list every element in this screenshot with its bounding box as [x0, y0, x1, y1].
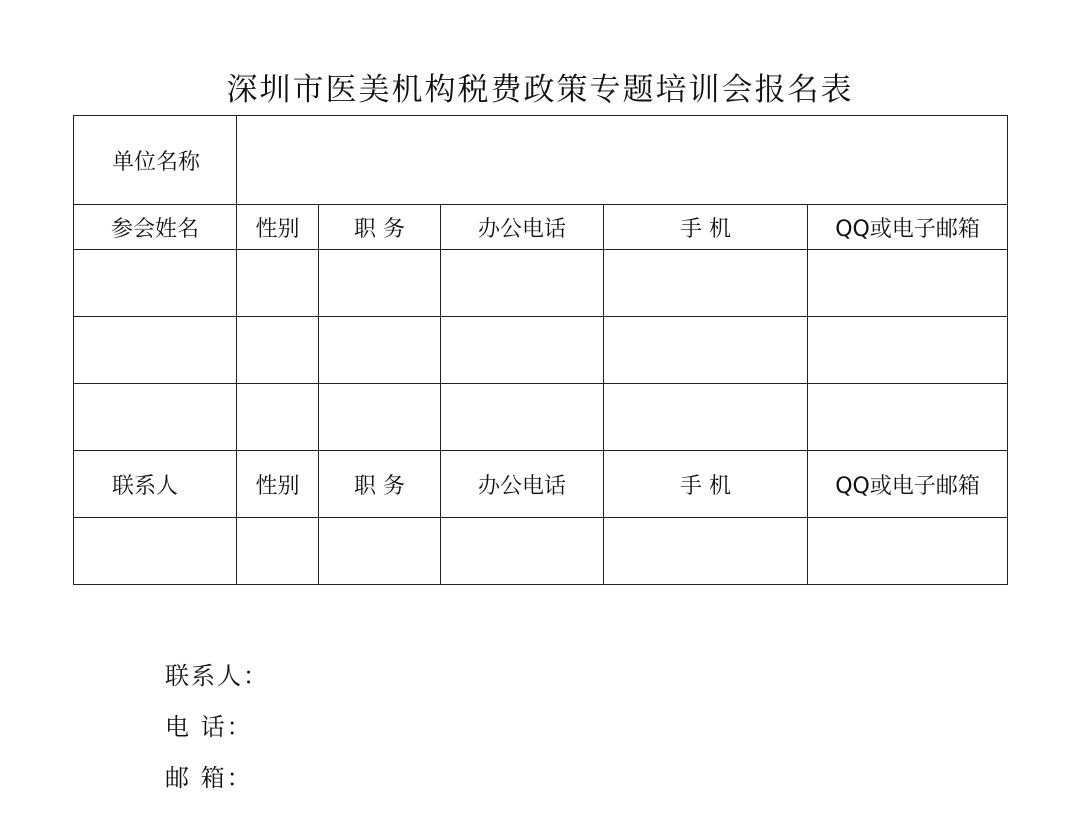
attendee-mobile-header: 手 机 [604, 205, 808, 250]
attendee-qq-email-header: QQ或电子邮箱 [808, 205, 1008, 250]
form-title: 深圳市医美机构税费政策专题培训会报名表 [226, 72, 854, 108]
attendee-qq-email-cell[interactable] [808, 317, 1008, 384]
attendee-gender-cell[interactable] [237, 317, 319, 384]
attendee-qq-email-cell[interactable] [808, 250, 1008, 317]
attendee-name-cell[interactable] [74, 250, 237, 317]
attendee-qq-email-cell[interactable] [808, 384, 1008, 451]
footer-phone-label: 电 话： [165, 713, 253, 741]
contact-position-cell[interactable] [319, 518, 441, 585]
contact-mobile-cell[interactable] [604, 518, 808, 585]
footer-email-label: 邮 箱： [165, 764, 253, 792]
unit-name-label: 单位名称 [74, 116, 237, 205]
attendee-position-cell[interactable] [319, 250, 441, 317]
contact-position-header: 职 务 [319, 451, 441, 518]
contact-header-row [74, 451, 1008, 518]
attendee-gender-header: 性别 [237, 205, 319, 250]
attendee-office-phone-cell[interactable] [441, 384, 604, 451]
contact-gender-cell[interactable] [237, 518, 319, 585]
contact-qq-email-header: QQ或电子邮箱 [808, 451, 1008, 518]
contact-name-header: 联系人 [74, 451, 237, 518]
contact-name-cell[interactable] [74, 518, 237, 585]
attendee-position-cell[interactable] [319, 317, 441, 384]
attendee-position-cell[interactable] [319, 384, 441, 451]
attendee-office-phone-header: 办公电话 [441, 205, 604, 250]
contact-office-phone-cell[interactable] [441, 518, 604, 585]
attendee-name-header: 参会姓名 [74, 205, 237, 250]
unit-name-cell[interactable] [237, 116, 1008, 205]
attendee-row [74, 317, 1008, 384]
contact-office-phone-header: 办公电话 [441, 451, 604, 518]
contact-qq-email-cell[interactable] [808, 518, 1008, 585]
attendee-office-phone-cell[interactable] [441, 250, 604, 317]
contact-row [74, 518, 1008, 585]
unit-row [74, 116, 1008, 205]
attendee-row [74, 250, 1008, 317]
footer-contact-label: 联系人： [165, 662, 269, 690]
attendee-name-cell[interactable] [74, 317, 237, 384]
contact-gender-header: 性别 [237, 451, 319, 518]
attendee-mobile-cell[interactable] [604, 250, 808, 317]
attendee-gender-cell[interactable] [237, 250, 319, 317]
attendee-mobile-cell[interactable] [604, 384, 808, 451]
attendee-name-cell[interactable] [74, 384, 237, 451]
attendee-gender-cell[interactable] [237, 384, 319, 451]
attendee-header-row [74, 205, 1008, 250]
attendee-position-header: 职 务 [319, 205, 441, 250]
attendee-office-phone-cell[interactable] [441, 317, 604, 384]
attendee-row [74, 384, 1008, 451]
registration-table [73, 115, 1008, 585]
attendee-mobile-cell[interactable] [604, 317, 808, 384]
contact-mobile-header: 手 机 [604, 451, 808, 518]
